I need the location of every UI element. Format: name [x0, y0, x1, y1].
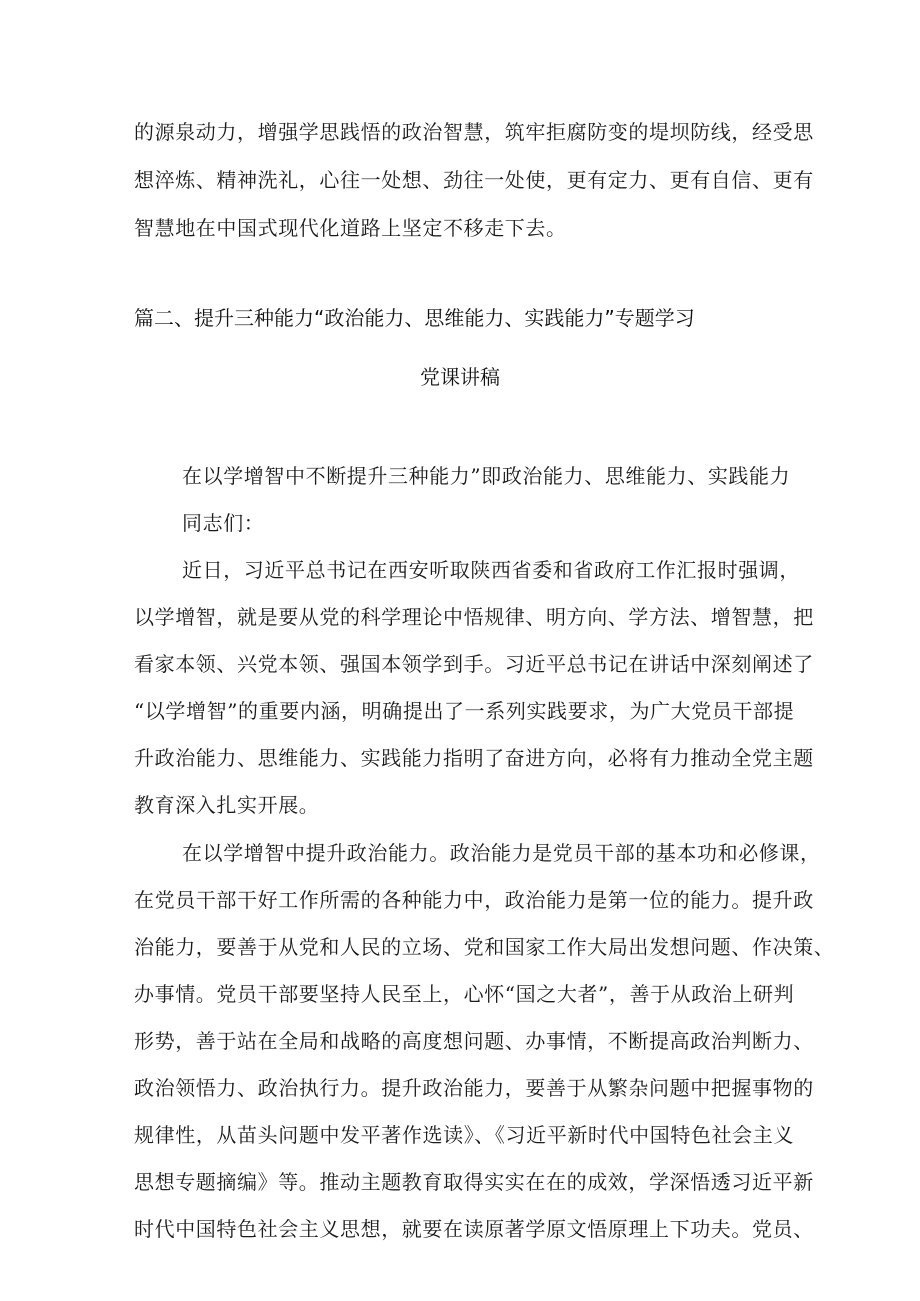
- greeting: 同志们：: [182, 511, 265, 535]
- top-paragraph-line-3: 智慧地在中国式现代化道路上坚定不移走下去。: [134, 216, 567, 240]
- section-title-line-1: 篇二、提升三种能力“政治能力、思维能力、实践能力”专题学习: [134, 306, 695, 330]
- paragraph2-line-8: 思想专题摘编》等。推动主题教育取得实实在在的成效，学深悟透习近平新: [134, 1170, 814, 1194]
- paragraph2-line-6: 政治领悟力、政治执行力。提升政治能力，要善于从繁杂问题中把握事物的: [134, 1076, 814, 1100]
- paragraph1-line-3: 看家本领、兴党本领、强国本领学到手。习近平总书记在讲话中深刻阐述了: [134, 652, 814, 676]
- paragraph2-line-4: 办事情。党员干部要坚持人民至上，心怀“国之大者”，善于从政治上研判: [134, 982, 795, 1006]
- paragraph2-line-2: 在党员干部干好工作所需的各种能力中，政治能力是第一位的能力。提升政: [134, 888, 814, 912]
- paragraph2-line-1: 在以学增智中提升政治能力。政治能力是党员干部的基本功和必修课，: [182, 841, 821, 865]
- paragraph2-line-9: 时代中国特色社会主义思想，就要在读原著学原文悟原理上下功夫。党员、: [134, 1217, 814, 1241]
- top-paragraph-line-2: 想淬炼、精神洗礼，心往一处想、劲往一处使，更有定力、更有自信、更有: [134, 168, 814, 192]
- paragraph1-line-2: 以学增智，就是要从党的科学理论中悟规律、明方向、学方法、增智慧，把: [134, 605, 814, 629]
- paragraph1-line-1: 近日，习近平总书记在西安听取陕西省委和省政府工作汇报时强调，: [182, 558, 800, 582]
- paragraph1-line-5: 升政治能力、思维能力、实践能力指明了奋进方向，必将有力推动全党主题: [134, 746, 814, 770]
- subtitle: 在以学增智中不断提升三种能力”即政治能力、思维能力、实践能力: [182, 464, 791, 488]
- paragraph2-line-7: 规律性，从苗头问题中发平著作选读》、《习近平新时代中国特色社会主义: [134, 1123, 794, 1147]
- paragraph1-line-6: 教育深入扎实开展。: [134, 793, 320, 817]
- paragraph2-line-3: 治能力，要善于从党和人民的立场、党和国家工作大局出发想问题、作决策、: [134, 935, 835, 959]
- top-paragraph-line-1: 的源泉动力，增强学思践悟的政治智慧，筑牢拒腐防变的堤坝防线，经受思: [134, 120, 814, 144]
- paragraph1-line-4: “以学增智”的重要内涵，明确提出了一系列实践要求，为广大党员干部提: [134, 699, 795, 723]
- paragraph2-line-5: 形势，善于站在全局和战略的高度想问题、办事情，不断提高政治判断力、: [134, 1029, 814, 1053]
- section-title-line-2: 党课讲稿: [420, 365, 500, 389]
